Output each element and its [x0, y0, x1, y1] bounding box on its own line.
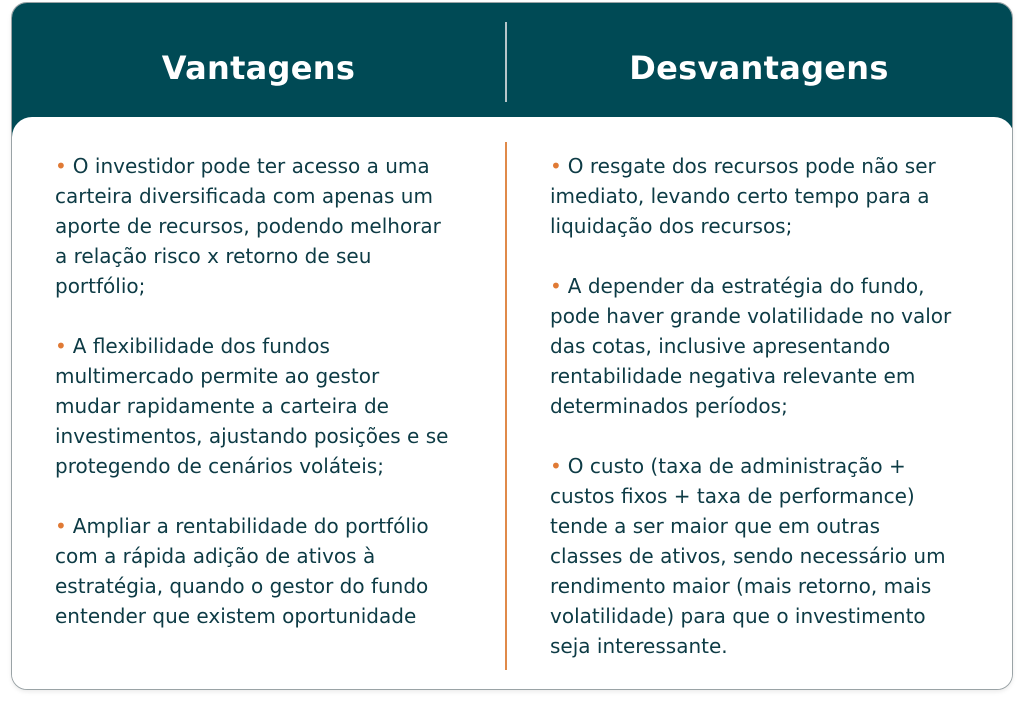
list-item [55, 331, 485, 481]
desvantagens-list [550, 151, 990, 690]
bullet-icon: • [550, 274, 562, 298]
bullet-icon: • [55, 334, 67, 358]
list-item [55, 511, 485, 631]
item-text: O resgate dos recursos pode não ser imediato, levando certo tempo para a liquidação dos recursos; [550, 154, 936, 238]
title-desvantagens: Desvantagens [629, 49, 889, 87]
item-text: O investidor pode ter acesso a uma carteira diversificada com apenas um aporte de recursos, podendo melhorar a relação risco x retorno de seu portfólio; [55, 154, 441, 298]
vantagens-list [55, 151, 485, 661]
list-item [55, 151, 485, 301]
bullet-icon: • [550, 154, 562, 178]
item-text: Ampliar a rentabilidade do portfólio com a rápida adição de ativos à estratégia, quando o gestor do fundo entender que existem oportunidade [55, 514, 429, 628]
comparison-card [11, 2, 1013, 690]
item-text: O custo (taxa de administração + custos fixos + taxa de performance) tende a ser maior que em outras classes de ativos, sendo necessário um rendimento maior (mais retorno, mais volatilidade) para que o investimento seja interessante. [550, 454, 946, 658]
item-text: A flexibilidade dos fundos multimercado permite ao gestor mudar rapidamente a carteira de investimentos, ajustando posições e se protegendo de cenários voláteis; [55, 334, 449, 478]
bullet-icon: • [550, 454, 562, 478]
list-item [550, 451, 990, 661]
column-divider [505, 142, 507, 670]
item-text: A depender da estratégia do fundo, pode haver grande volatilidade no valor das cotas, inclusive apresentando rentabilidade negativa relevante em determinados períodos; [550, 274, 952, 418]
title-vantagens: Vantagens [161, 49, 356, 87]
bullet-icon: • [55, 154, 67, 178]
list-item [550, 151, 990, 241]
bullet-icon: • [55, 514, 67, 538]
list-item [550, 271, 990, 421]
